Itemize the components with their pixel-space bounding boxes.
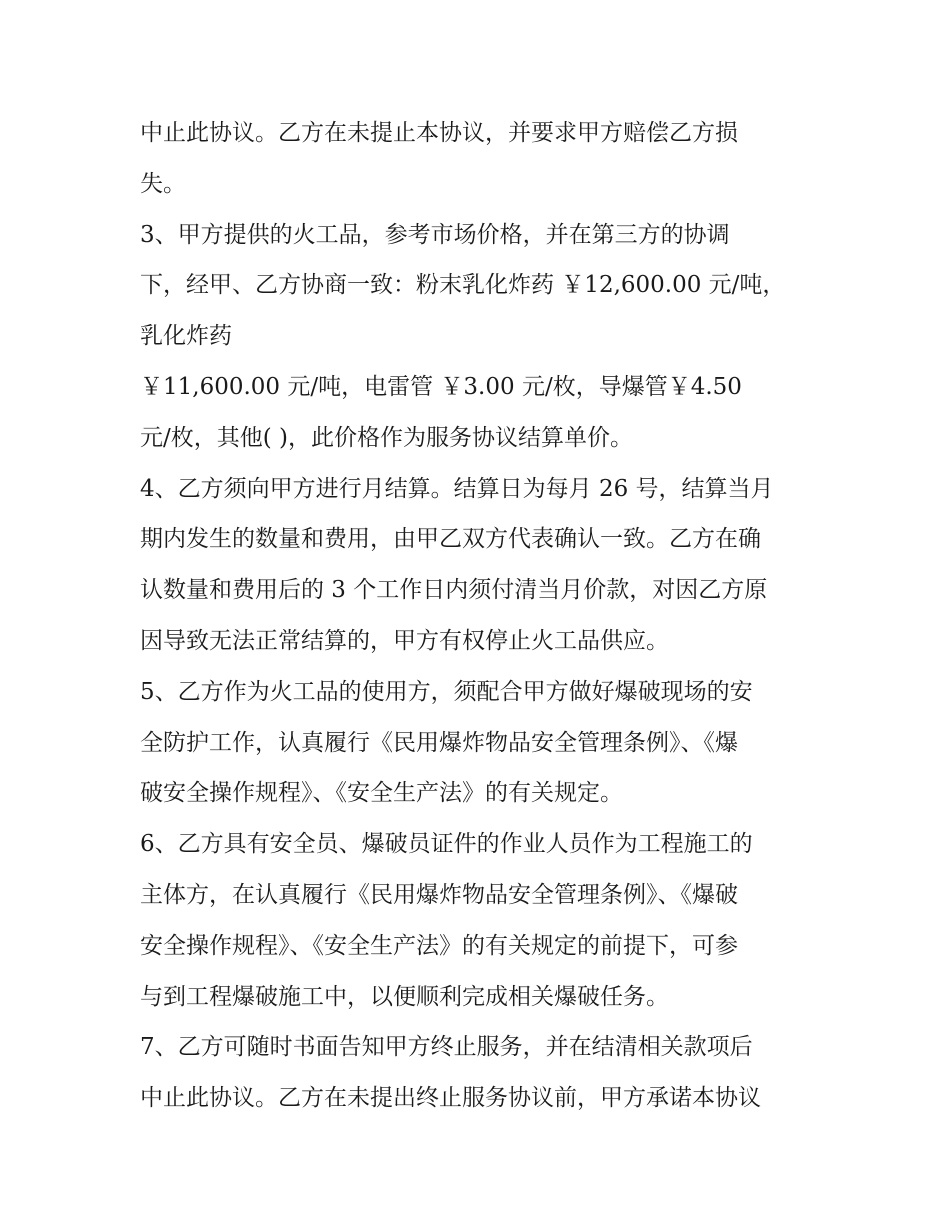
text-line: 期内发生的数量和费用，由甲乙双方代表确认一致。乙方在确 xyxy=(140,526,761,553)
text-line: 破安全操作规程》、《安全生产法》的有关规定。 xyxy=(140,780,623,807)
text-line: 3、甲方提供的火工品，参考市场价格，并在第三方的协调 xyxy=(140,221,730,248)
text-line: 因导致无法正常结算的，甲方有权停止火工品供应。 xyxy=(140,627,669,654)
text-line: 6、乙方具有安全员、爆破员证件的作业人员作为工程施工的 xyxy=(140,831,753,858)
text-line: 主体方，在认真履行《民用爆炸物品安全管理条例》、《爆破 xyxy=(140,881,738,908)
text-line: 乳化炸药 xyxy=(140,323,232,350)
text-line: 安全操作规程》、《安全生产法》的有关规定的前提下，可参 xyxy=(140,932,738,959)
text-line: 全防护工作，认真履行《民用爆炸物品安全管理条例》、《爆 xyxy=(140,729,738,756)
text-line: 元/枚，其他( )，此价格作为服务协议结算单价。 xyxy=(140,424,634,451)
text-line: 与到工程爆破施工中，以便顺利完成相关爆破任务。 xyxy=(140,983,669,1010)
text-line: ￥11,600.00 元/吨，电雷管 ￥3.00 元/枚，导爆管￥4.50 xyxy=(140,373,742,400)
text-line: 5、乙方作为火工品的使用方，须配合甲方做好爆破现场的安 xyxy=(140,678,753,705)
text-line: 7、乙方可随时书面告知甲方终止服务，并在结清相关款项后 xyxy=(140,1034,753,1061)
text-line: 中止此协议。乙方在未提止本协议，并要求甲方赔偿乙方损 xyxy=(140,120,738,146)
text-line: 4、乙方须向甲方进行月结算。结算日为每月 26 号，结算当月 xyxy=(140,475,774,502)
text-line: 中止此协议。乙方在未提出终止服务协议前，甲方承诺本协议 xyxy=(140,1085,761,1112)
body-text xyxy=(140,108,830,1124)
text-line: 失。 xyxy=(140,170,186,197)
text-line: 认数量和费用后的 3 个工作日内须付清当月价款，对因乙方原 xyxy=(140,577,768,604)
text-line: 下，经甲、乙方协商一致：粉末乳化炸药 ￥12,600.00 元/吨， xyxy=(140,272,786,299)
